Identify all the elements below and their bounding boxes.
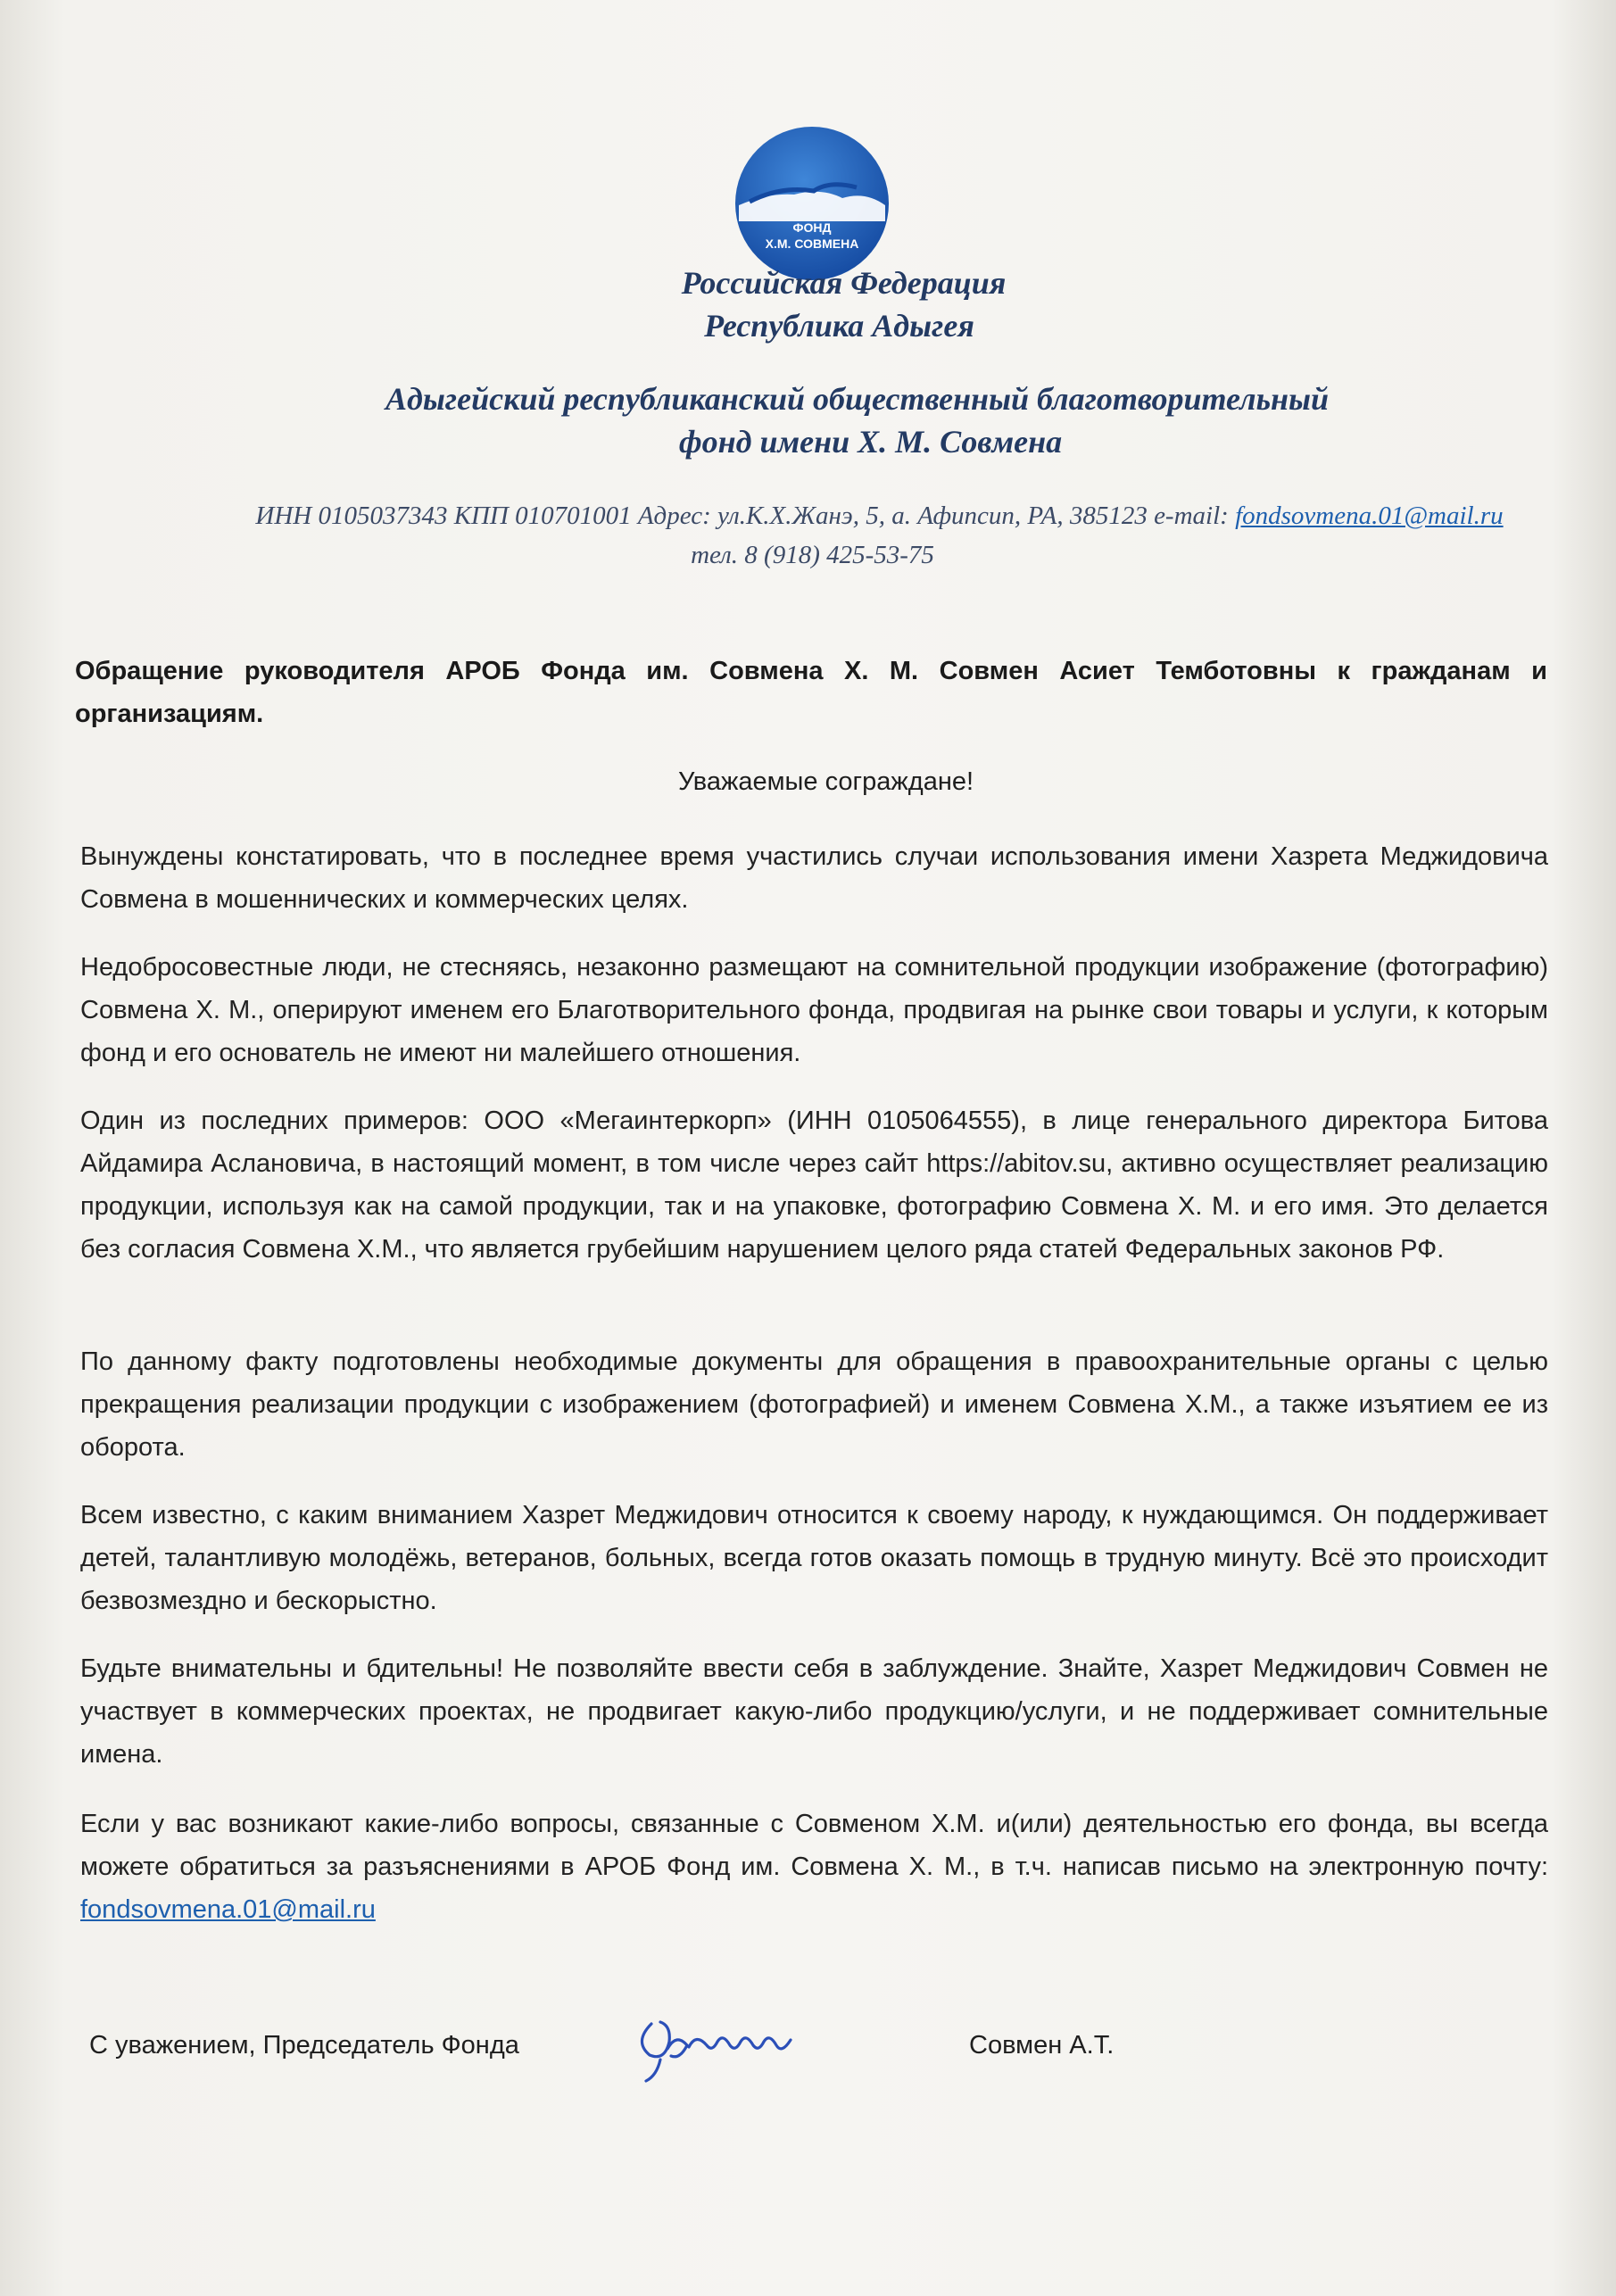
paragraph-contact-text: Если у вас возникают какие-либо вопросы, связанные с Совменом Х.М. и(или) деятельностью его фонда, вы всегда можете обратиться за разъяснениями в АРОБ Фонд им. Совмена Х. М., в т.ч. написав письмо на электронную почту: <box>80 1810 1548 1881</box>
signoff-title: С уважением, Председатель Фонда <box>89 2031 519 2060</box>
contacts-line <box>0 501 1616 531</box>
logo-line1: ФОНД <box>792 220 832 235</box>
letter-title: Обращение руководителя АРОБ Фонда им. Совмена Х. М. Совмен Асиет Темботовны к гражданам и организациям. <box>75 657 1547 728</box>
paragraph: Один из последних примеров: ООО «Мегаинтеркорп» (ИНН 0105064555), в лице генерального директора Битова Айдамира Аслановича, в настоящий момент, в том числе через сайт https://abitov.su, активно осуществляет реализацию продукции, используя как на самой продукции, так и на упаковке, фотографию Совмена Х. М. и его имя. Это делается без согласия Совмена Х.М., что является грубейшим нарушением целого ряда статей Федеральных законов РФ. <box>80 1107 1548 1264</box>
paragraph: Всем известно, с каким вниманием Хазрет Меджидович относится к своему народу, к нуждающимся. Он поддерживает детей, талантливую молодёжь, ветеранов, больных, всегда готов оказать помощь в трудную минуту. Всё это происходит безвозмездно и бескорыстно. <box>80 1501 1548 1615</box>
fund-logo <box>732 123 892 284</box>
header-fund-line1: Адыгейский республиканский общественный благотворительный <box>385 381 1330 417</box>
paragraph: По данному факту подготовлены необходимые документы для обращения в правоохранительные органы с целью прекращения реализации продукции с изображением (фотографией) и именем Совмена Х.М., а также изъятием ее из оборота. <box>80 1347 1548 1462</box>
header-country: Российская Федерация <box>681 265 1007 301</box>
paragraph: Вынуждены констатировать, что в последнее время участились случаи использования имени Хазрета Меджидовича Совмена в мошеннических и коммерческих целях. <box>80 842 1548 914</box>
contacts-phone: тел. 8 (918) 425-53-75 <box>691 541 934 569</box>
handwritten-signature <box>625 2006 839 2086</box>
letter-greeting: Уважаемые сограждане! <box>677 767 974 796</box>
paragraph: Будьте внимательны и бдительны! Не позволяйте ввести себя в заблуждение. Знайте, Хазрет Меджидович Совмен не участвует в коммерческих проектах, не продвигает какую-либо продукцию/услуги, и не поддерживает сомнительные имена. <box>80 1654 1548 1769</box>
header-republic: Республика Адыгея <box>704 308 974 344</box>
contacts-requisites: ИНН 0105037343 КПП 010701001 Адрес: ул.К.Х.Жанэ, 5, а. Афипсип, РА, 385123 e-mail: <box>255 501 1236 530</box>
paragraph-contact <box>80 1803 1548 1931</box>
footer-email-link[interactable]: fondsovmena.01@mail.ru <box>80 1895 376 1924</box>
paragraph: Недобросовестные люди, не стесняясь, незаконно размещают на сомнительной продукции изображение (фотографию) Совмена Х. М., оперируют именем его Благотворительного фонда, продвигая на рынке свои товары и услуги, к которым фонд и его основатель не имеют ни малейшего отношения. <box>80 953 1548 1067</box>
header-fund-line2: фонд имени Х. М. Совмена <box>678 424 1063 460</box>
logo-line2: Х.М. СОВМЕНА <box>765 236 859 251</box>
header-email-link[interactable]: fondsovmena.01@mail.ru <box>1235 501 1504 530</box>
signoff-name: Совмен А.Т. <box>969 2031 1115 2060</box>
